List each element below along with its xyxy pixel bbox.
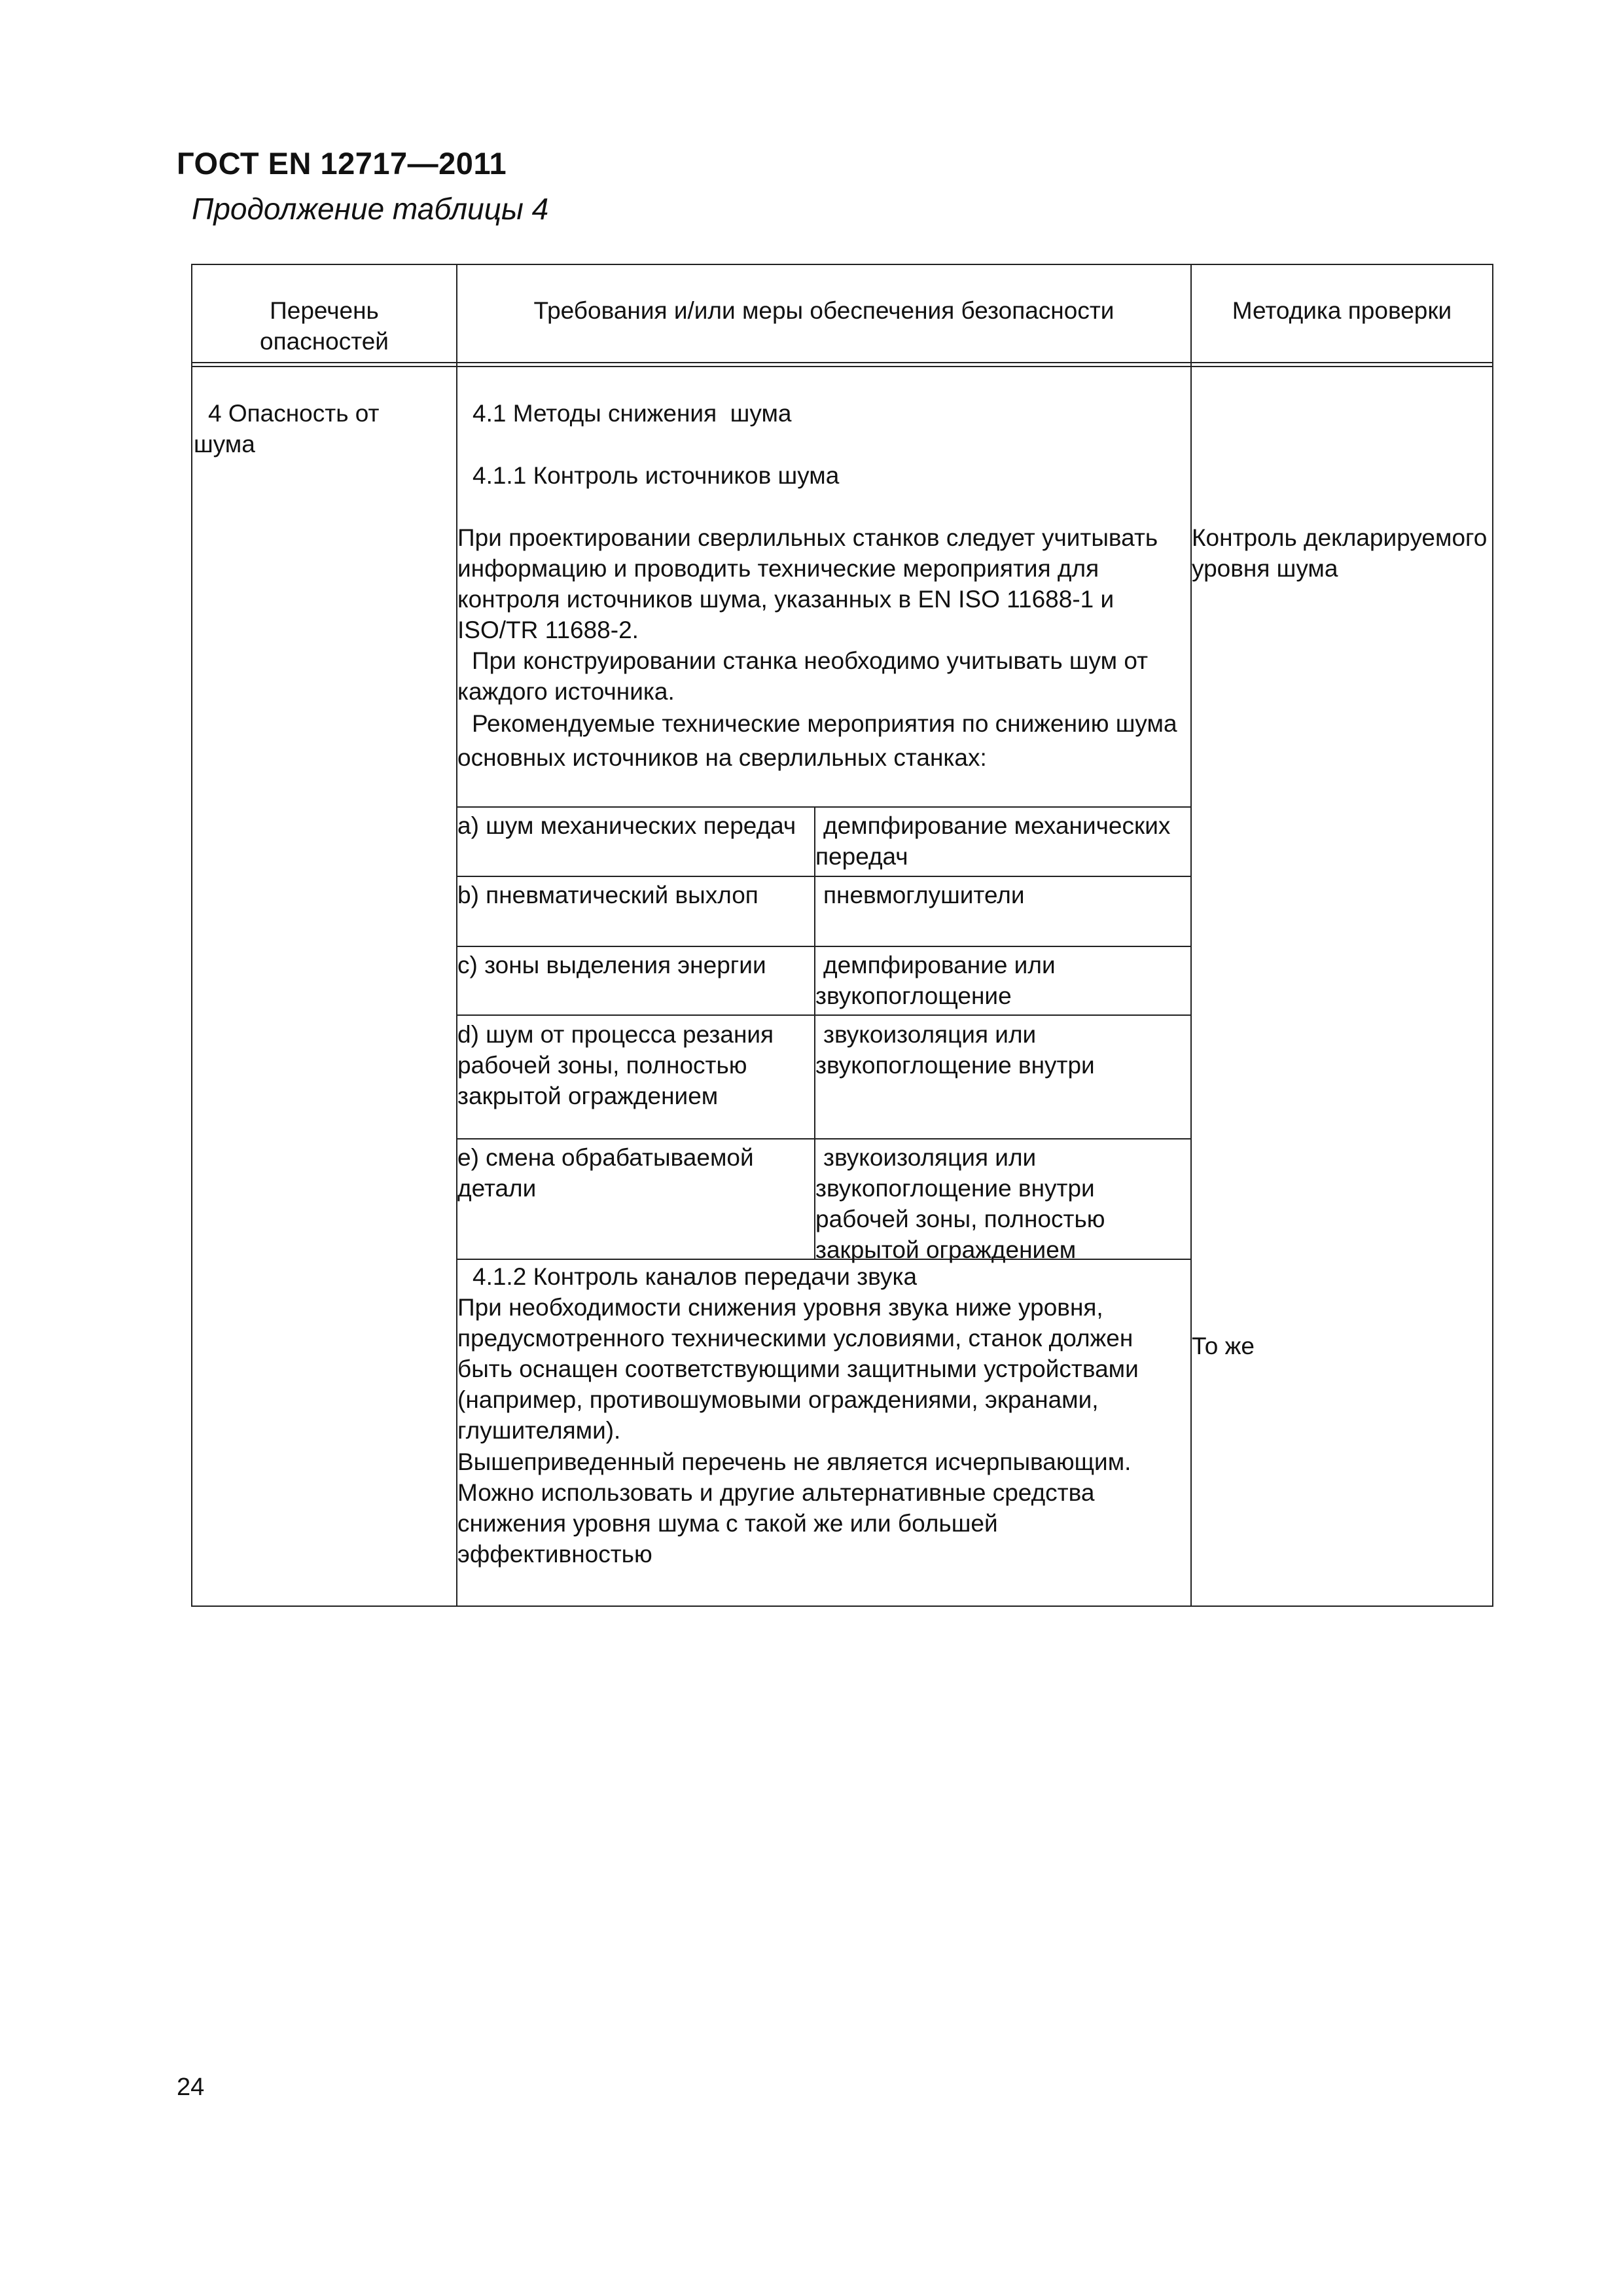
column-divider: [1190, 265, 1192, 1605]
noise-measure-cell: звукоизоляция или звукопоглощение внутри: [815, 1021, 1095, 1079]
noise-source-cell: b) пневматический выхлоп: [457, 882, 758, 908]
measures-row-divider: [456, 806, 1192, 808]
page-number: 24: [177, 2073, 205, 2101]
noise-measure-cell: пневмоглушители: [823, 882, 1025, 908]
header-hazards: Перечень опасностей: [260, 297, 389, 355]
noise-source-cell: c) зоны выделения энергии: [457, 952, 766, 978]
requirements-table: [191, 264, 1493, 1607]
noise-measure-cell: демпфирование или звукопоглощение: [815, 952, 1056, 1009]
verification-cell: Контроль декларируемого уровня шума: [1192, 524, 1488, 582]
table-continuation-caption: Продолжение таблицы 4: [192, 192, 549, 226]
noise-source-cell: a) шум механических передач: [457, 812, 796, 839]
header-divider: [192, 366, 1492, 367]
requirements-paragraph: При необходимости снижения уровня звука ниже уровня, предусмотренного техническими условиями, станок должен быть оснащен соответствующими защитными устройствами (например, противошумовыми ограждениями, экранами, глушителями).: [457, 1294, 1139, 1444]
noise-source-cell: e) смена обрабатываемой детали: [457, 1144, 754, 1202]
header-divider: [192, 362, 1492, 363]
hazard-cell: 4 Опасность от шума: [194, 400, 380, 457]
header-verification: Методика проверки: [1232, 297, 1452, 324]
verification-cell: То же: [1192, 1333, 1255, 1359]
section-4-1-heading: 4.1 Методы снижения шума: [473, 400, 792, 427]
header-requirements: Требования и/или меры обеспечения безопасности: [533, 297, 1115, 324]
measures-row-divider: [456, 1014, 1192, 1016]
document-title: ГОСТ EN 12717—2011: [177, 146, 507, 181]
requirements-paragraph: При конструировании станка необходимо учитывать шум от каждого источника.: [457, 647, 1149, 705]
requirements-paragraph: Рекомендуемые технические мероприятия по снижению шума основных источников на сверлильных станках:: [457, 710, 1177, 771]
requirements-paragraph: Вышеприведенный перечень не является исчерпывающим. Можно использовать и другие альтернативные средства снижения уровня шума с такой же или большей эффективностью: [457, 1448, 1132, 1568]
noise-measure-cell: звукоизоляция или звукопоглощение внутри рабочей зоны, полностью закрытой ограждением: [815, 1144, 1105, 1263]
requirements-paragraph: При проектировании сверлильных станков следует учитывать информацию и проводить технические мероприятия для контроля источников шума, указанных в EN ISO 11688-1 и ISO/TR 11688-2.: [457, 524, 1158, 643]
section-4-1-1-heading: 4.1.1 Контроль источников шума: [473, 462, 840, 489]
section-4-1-2-heading: 4.1.2 Контроль каналов передачи звука: [473, 1263, 918, 1290]
noise-measure-cell: демпфирование механических передач: [815, 812, 1171, 870]
measures-row-divider: [456, 1138, 1192, 1139]
measures-row-divider: [456, 876, 1192, 877]
noise-source-cell: d) шум от процесса резания рабочей зоны, полностью закрытой ограждением: [457, 1021, 774, 1109]
measures-row-divider: [456, 946, 1192, 947]
